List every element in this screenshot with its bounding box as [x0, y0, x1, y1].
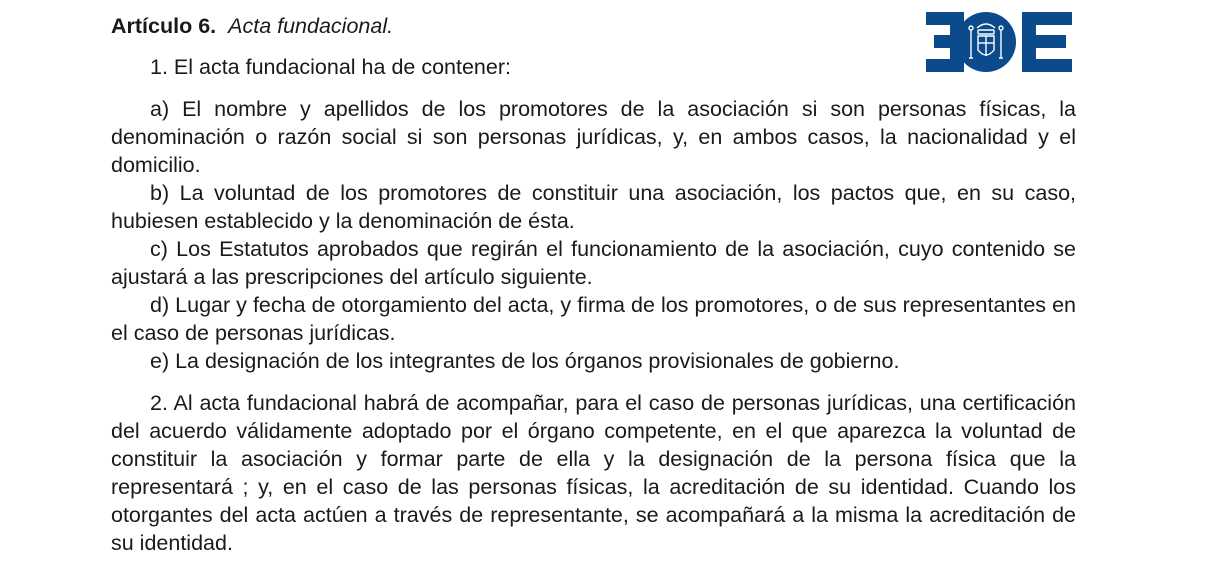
- article-number: Artículo 6.: [111, 14, 217, 38]
- list-item-e: e) La designación de los integrantes de los órganos provisionales de gobierno.: [150, 349, 900, 373]
- article-heading: [111, 13, 393, 39]
- list-item-b: b) La voluntad de los promotores de constituir una asociación, los pactos que, en su caso, hubiesen establecido y la denominación de ésta.: [111, 181, 1076, 233]
- list-item-d: d) Lugar y fecha de otorgamiento del acta, y firma de los promotores, o de sus representantes en el caso de personas jurídicas.: [111, 293, 1076, 345]
- list-item-c: c) Los Estatutos aprobados que regirán el funcionamiento de la asociación, cuyo contenido se ajustará a las prescripciones del artículo siguiente.: [111, 237, 1076, 289]
- article-title: Acta fundacional.: [228, 14, 394, 38]
- paragraph-1-intro: 1. El acta fundacional ha de contener:: [150, 55, 511, 79]
- paragraph-2: 2. Al acta fundacional habrá de acompañar, para el caso de personas jurídicas, una certificación del acuerdo válidamente adoptado por el órgano competente, en el que aparezca la voluntad de constituir la asociación y formar parte de ella y la designación de la persona física que la representará ; y, en el caso de las personas físicas, la acreditación de su identidad. Cuando los otorgantes del acta actúen a través de representante, se acompañará a la misma la acreditación de su identidad.: [111, 391, 1076, 555]
- list-item-a: a) El nombre y apellidos de los promotores de la asociación si son personas físicas, la denominación o razón social si son personas jurídicas, y, en ambos casos, la nacionalidad y el domicilio.: [111, 97, 1076, 177]
